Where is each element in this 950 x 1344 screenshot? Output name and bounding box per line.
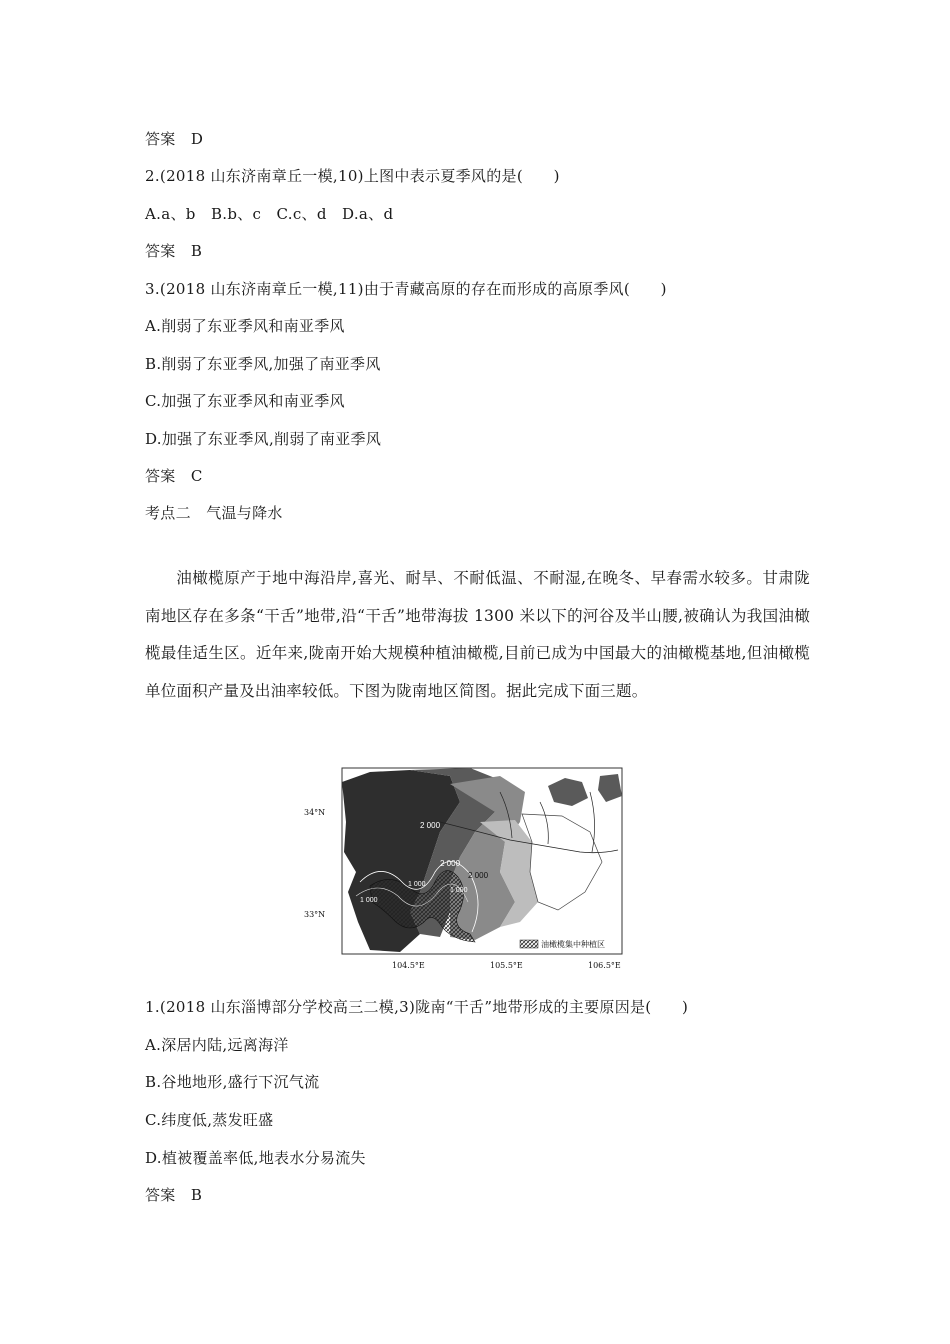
lon-label: 104.5°E xyxy=(392,961,425,970)
contour-label: 1 000 xyxy=(450,887,468,894)
question-1-option-b: B.谷地地形,盛行下沉气流 xyxy=(145,1073,320,1091)
legend-label: 油橄榄集中种植区 xyxy=(541,940,605,949)
contour-label: 2 000 xyxy=(468,871,489,880)
question-1-option-d: D.植被覆盖率低,地表水分易流失 xyxy=(145,1149,366,1167)
question-1-stem: 1.(2018 山东淄博部分学校高三二模,3)陇南“干舌”地带形成的主要原因是( ) xyxy=(145,998,689,1016)
question-2-stem: 2.(2018 山东济南章丘一模,10)上图中表示夏季风的是( ) xyxy=(145,167,560,185)
contour-label: 1 000 xyxy=(360,897,378,904)
longnan-map-figure xyxy=(300,762,640,974)
contour-label: 1 000 xyxy=(408,881,426,888)
longnan-map xyxy=(300,762,640,974)
question-1-option-a: A.深居内陆,远离海洋 xyxy=(145,1036,289,1054)
answer-prev: 答案 D xyxy=(145,130,204,148)
question-3-option-d: D.加强了东亚季风,削弱了南亚季风 xyxy=(145,430,382,448)
passage xyxy=(145,560,810,710)
question-3-option-a: A.削弱了东亚季风和南亚季风 xyxy=(145,317,345,335)
lat-label: 34°N xyxy=(304,808,326,817)
contour-label: 2 000 xyxy=(420,821,441,830)
lon-label: 106.5°E xyxy=(588,961,621,970)
legend-swatch xyxy=(520,940,538,948)
question-1-answer: 答案 B xyxy=(145,1186,203,1204)
question-2-answer: 答案 B xyxy=(145,242,203,260)
lat-label: 33°N xyxy=(304,910,326,919)
question-3-answer: 答案 C xyxy=(145,467,203,485)
section-title: 考点二 气温与降水 xyxy=(145,504,283,522)
question-1-option-c: C.纬度低,蒸发旺盛 xyxy=(145,1111,274,1129)
passage-text: 油橄榄原产于地中海沿岸,喜光、耐旱、不耐低温、不耐湿,在晚冬、早春需水较多。甘肃陇南地区存在多条“干舌”地带,沿“干舌”地带海拔 1300 米以下的河谷及半山腰,被确认为我国油橄榄最佳适生区。近年来,陇南开始大规模种植油橄榄,目前已成为中国最大的油橄榄基地,但油橄榄单位面积产量及出油率较低。下图为陇南地区简图。据此完成下面三题。 xyxy=(145,569,810,700)
question-2-options: A.a、b B.b、c C.c、d D.a、d xyxy=(145,205,394,223)
question-3-option-b: B.削弱了东亚季风,加强了南亚季风 xyxy=(145,355,381,373)
lon-label: 105.5°E xyxy=(490,961,523,970)
question-3-stem: 3.(2018 山东济南章丘一模,11)由于青藏高原的存在而形成的高原季风( ) xyxy=(145,280,667,298)
question-3-option-c: C.加强了东亚季风和南亚季风 xyxy=(145,392,345,410)
contour-label: 2 000 xyxy=(440,859,461,868)
